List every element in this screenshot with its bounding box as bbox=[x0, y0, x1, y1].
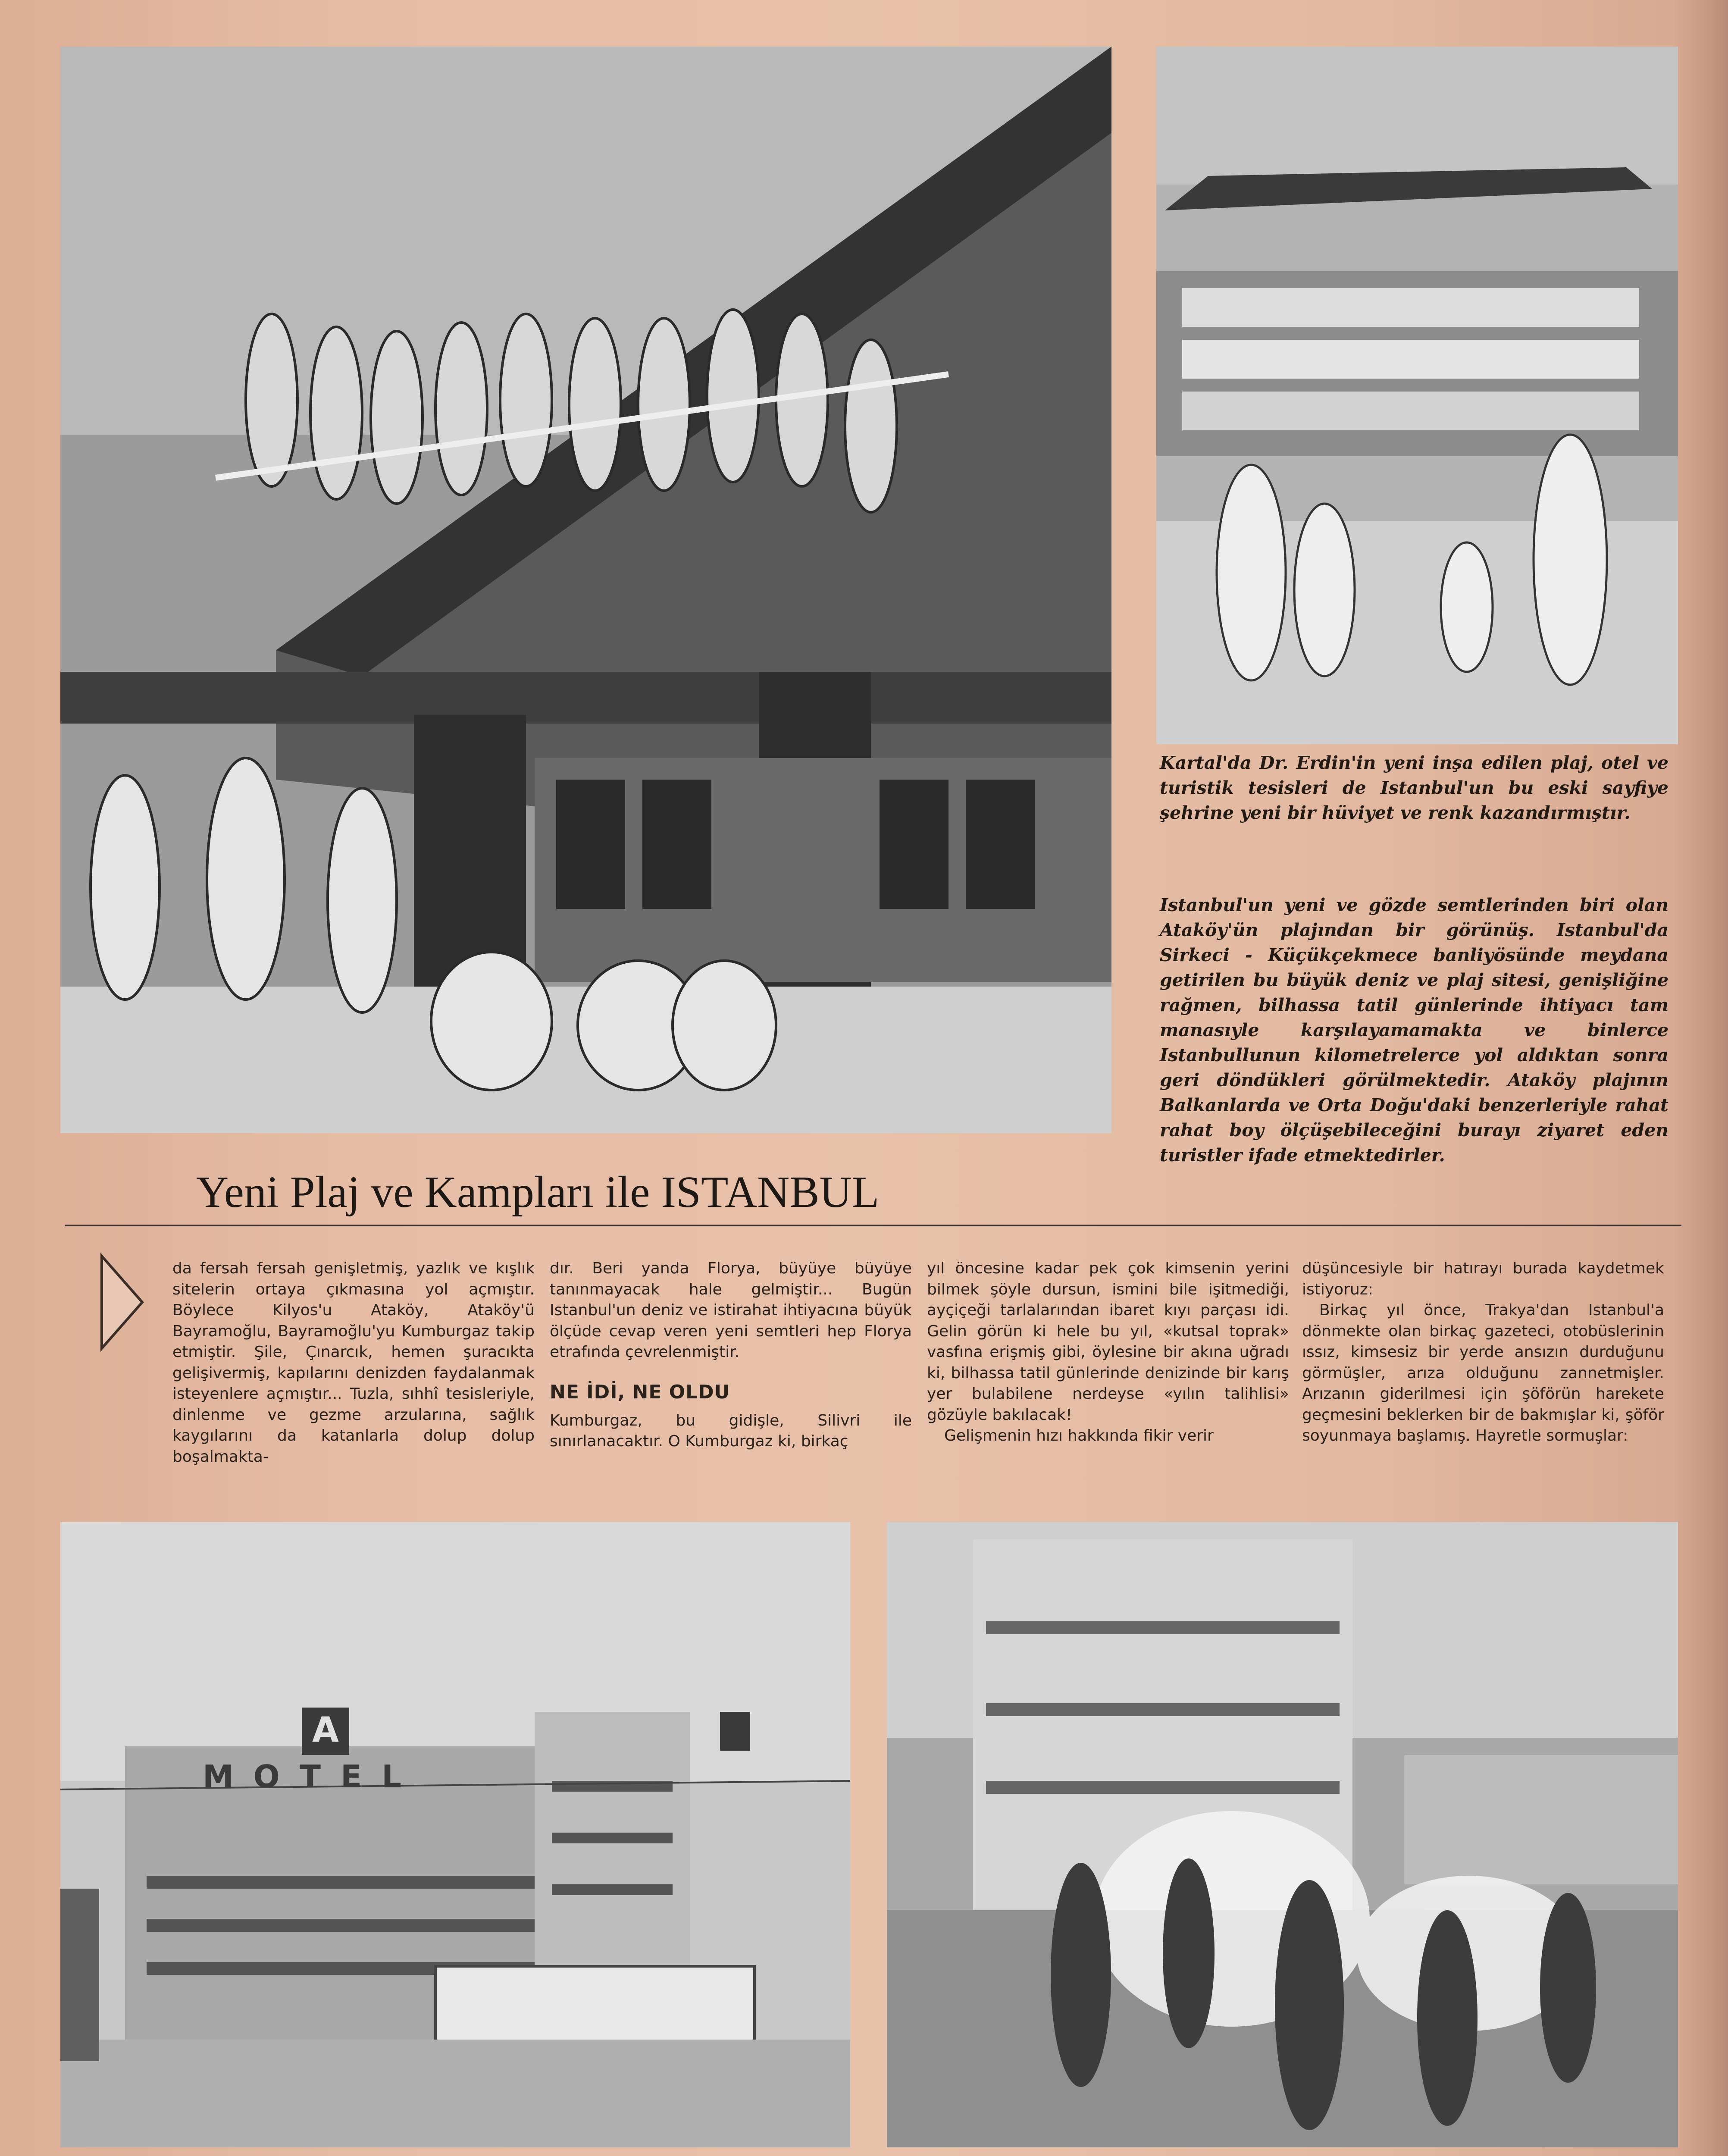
headline-text: Yeni Plaj ve Kampları ile bbox=[196, 1167, 661, 1217]
column-2-subheading: NE İDİ, NE OLDU bbox=[550, 1381, 730, 1403]
article-column-4 bbox=[1302, 1258, 1664, 1500]
headline-city: ISTANBUL bbox=[661, 1167, 880, 1217]
column-2-text-continued: Kumburgaz, bu gidişle, Silivri ile sınırlanacaktır. O Kumburgaz ki, birkaç bbox=[550, 1411, 912, 1450]
column-4-text: düşüncesiyle bir hatırayı burada kaydetmek istiyoruz: bbox=[1302, 1260, 1664, 1298]
caption-atakoy-text: Istanbul'un yeni ve gözde semtlerinden biri olan Ataköy'ün plajından bir görünüş. Istanbul'da Sirkeci - Küçükçekmece banliyösünde meydana getirilen bu büyük deniz ve plaj sitesi, genişliğine rağmen, bilhassa tatil günlerinde ihtiyacı tam manasıyle karşılayamamakta ve binlerce Istanbullunun kilometrelerce yol aldıktan sonra geri döndükleri görülmektedir. Ataköy plajının Balkanlarda ve Orta Doğu'daki benzerleriyle rahat rahat boy ölçüşebileceğini burayı ziyaret eden turistler ifade etmektedirler. bbox=[1160, 895, 1669, 1166]
caption-beach bbox=[888, 2154, 1677, 2156]
photo-kumburgaz-beach bbox=[887, 1522, 1678, 2147]
caption-atakoy bbox=[1160, 893, 1669, 1166]
photo-kartal-hotel bbox=[1156, 47, 1678, 744]
column-2-text: dır. Beri yanda Florya, büyüye büyüye tanınmayacak hale gelmiştir... Bugün Istanbul'un deniz ve istirahat ihtiyacına büyük ölçüde cevap veren yeni semtleri hep Florya etrafında çevrelenmiştir. bbox=[550, 1260, 912, 1361]
caption-motel-text bbox=[183, 2154, 856, 2156]
motel-sign: MOTEL bbox=[203, 1758, 422, 1795]
column-1-text: da fersah fersah genişletmiş, yazlık ve kışlık sitelerin ortaya çıkmasına yol açmıştır. Böylece Kilyos'u Ataköy, Ataköy'ü Bayramoğlu, Bayramoğlu'yu Kumburgaz takip etmiştir. Şile, Çınarcık, hemen şuracıkta gelişivermiş, kapılarını denizden faydalanmak isteyenlere açmıştır... Tuzla, sıhhî tesisleriyle, dinlenme ve gezme arzularına, sağlık kaygılarını da katanlarla dolup dolup boşalmakta- bbox=[172, 1260, 535, 1466]
column-4-text-continued: Birkaç yıl önce, Trakya'dan Istanbul'a dönmekte olan birkaç gazeteci, otobüslerinin ıssız, kimsesiz bir yerde ansızın durduğunu görmüşler, arıza olduğunu zannetmişler. Arızanın giderilmesi için şöförün harekete geçmesini beklerken bir de bakmışlar ki, şöför soyunmaya başlamış. Hayretle sormuşlar: bbox=[1302, 1301, 1664, 1445]
column-3-text-continued: Gelişmenin hızı hakkında fikir verir bbox=[944, 1427, 1214, 1445]
photo-kumburgaz-motel bbox=[60, 1522, 850, 2147]
caption-kartal bbox=[1160, 750, 1669, 837]
article-headline bbox=[196, 1164, 972, 1220]
caption-beach-text bbox=[888, 2154, 1677, 2156]
article-start-arrow bbox=[98, 1253, 146, 1352]
column-3-text: yıl öncesine kadar pek çok kimsenin yerini bilmek şöyle dursun, ismini bile işitmediği, ayçiçeği tarlalarından ibaret kıyı parçası idi. Gelin görün ki hele bu yıl, «kutsal toprak» vasfına erişmiş gibi, öylesine bir akına uğradı ki, bilhassa tatil günlerinde denizinde bir karış yer bulabilene nerdeyse «yılın talihlisi» gözüyle bakılacak! bbox=[927, 1260, 1289, 1424]
page-fold bbox=[1673, 0, 1728, 2156]
article-column-2 bbox=[550, 1258, 912, 1500]
caption-kartal-text: Kartal'da Dr. Erdin'in yeni inşa edilen plaj, otel ve turistik tesisleri de Istanbul'un bu eski sayfiye şehrine yeni bir hüviyet ve renk kazandırmıştır. bbox=[1160, 752, 1669, 823]
photo-atakoy-beach bbox=[60, 47, 1111, 1133]
article-column-1 bbox=[172, 1258, 535, 1500]
headline-rule bbox=[65, 1225, 1681, 1226]
caption-motel bbox=[183, 2154, 856, 2156]
motel-badge: A bbox=[312, 1710, 339, 1750]
article-column-3 bbox=[927, 1258, 1289, 1500]
